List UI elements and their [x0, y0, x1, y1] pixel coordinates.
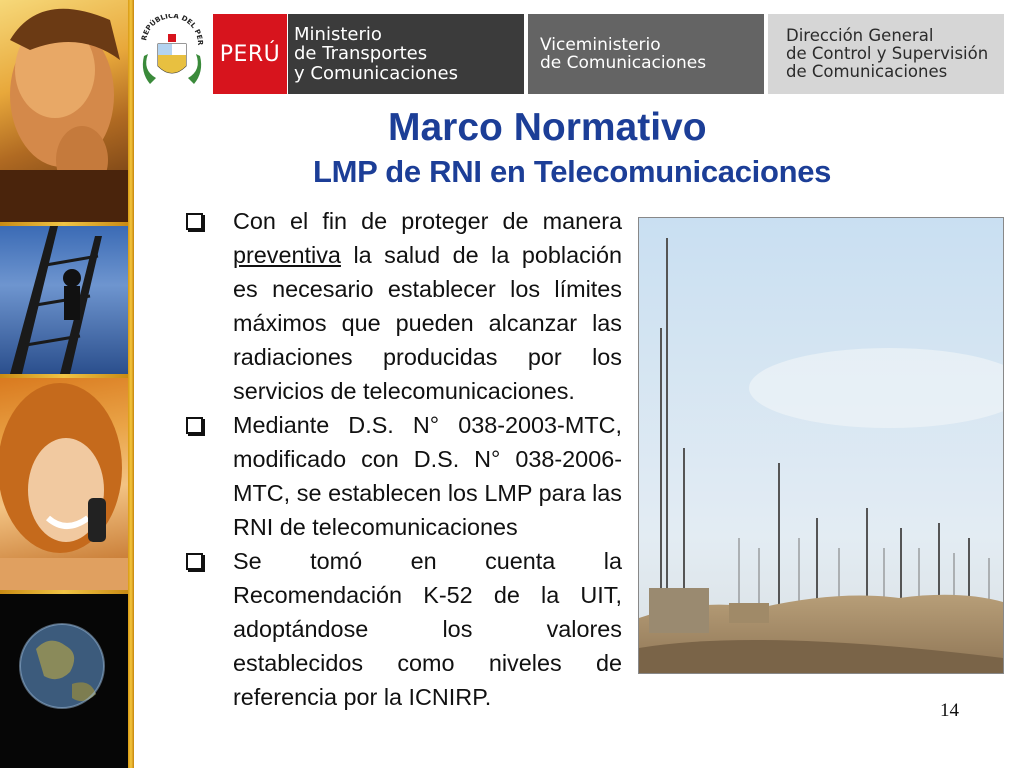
bullet-text-part: la salud de la población es necesario establecer los límites máximos que pueden alcanzar las radiaciones producidas por los servicios de telecomunicaciones. [233, 242, 622, 404]
checkbox-bullet-icon [186, 553, 203, 570]
bullet-text: Se tomó en cuenta la Recomendación K-52 de la UIT, adoptándose los valores establecidos como niveles de referencia por la ICNIRP. [233, 548, 622, 710]
slide-subtitle: LMP de RNI en Telecomunicaciones [313, 154, 832, 189]
shield-caption: REPÚBLICA DEL PER [140, 14, 204, 46]
bullet-list [186, 204, 622, 714]
ministerio-line: de Transportes [294, 43, 428, 65]
bullet-item [186, 408, 622, 544]
slide-title: Marco Normativo [388, 106, 707, 149]
photo-earth-globe [0, 594, 128, 768]
bullet-item [186, 204, 622, 408]
bullet-text-part: Con el fin de proteger de manera [233, 208, 622, 234]
photo-tower-climber [0, 226, 128, 374]
antenna-field-photo [638, 217, 1004, 674]
left-photo-strip [0, 0, 133, 768]
country-label: PERÚ [219, 41, 281, 67]
bullet-item [186, 544, 622, 714]
ministerio-line: Ministerio [294, 23, 382, 45]
direccion-line: de Control y Supervisión [786, 44, 989, 64]
photo-woman-on-phone [0, 378, 128, 590]
bullet-text [233, 208, 622, 404]
photo-man-on-phone [0, 0, 128, 222]
ministerio-line: y Comunicaciones [294, 62, 459, 84]
peru-brand-box [213, 14, 287, 94]
viceministerio-box [528, 14, 764, 94]
direccion-line: de Comunicaciones [786, 61, 948, 81]
checkbox-bullet-icon [186, 213, 203, 230]
viceministerio-line: de Comunicaciones [540, 53, 707, 73]
page-number: 14 [940, 700, 959, 721]
checkbox-bullet-icon [186, 417, 203, 434]
viceministerio-line: Viceministerio [540, 34, 661, 55]
ministerio-box [288, 14, 524, 94]
direccion-line: Dirección General [786, 26, 934, 46]
direccion-box [768, 14, 1004, 94]
peru-coat-of-arms-icon [140, 14, 204, 90]
strip-gold-border [128, 0, 134, 768]
underlined-word: preventiva [233, 242, 341, 268]
bullet-text: Mediante D.S. N° 038-2003-MTC, modificado con D.S. N° 038-2006-MTC, se establecen los LMP para las RNI de telecomunicaciones [233, 412, 622, 540]
